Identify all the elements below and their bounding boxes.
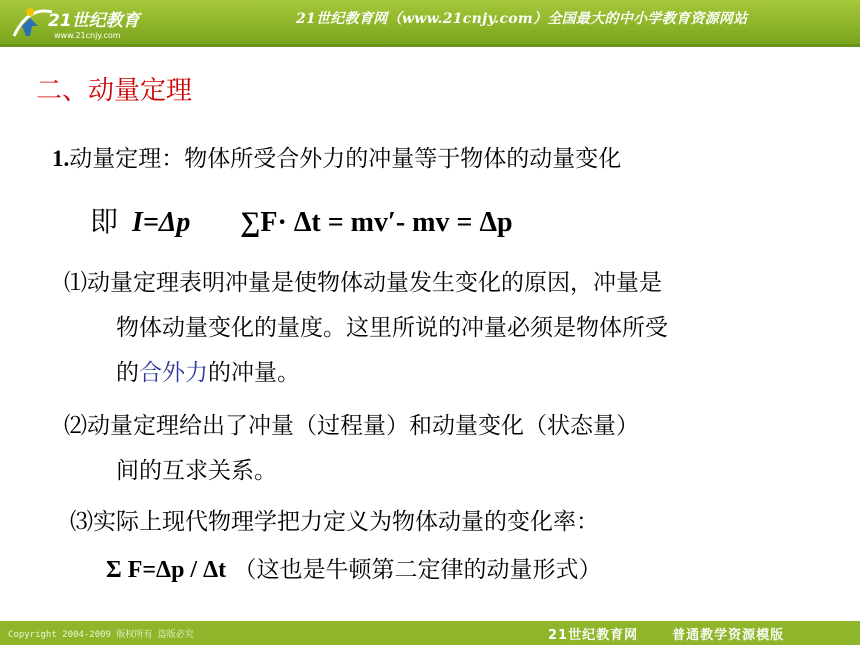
item-3-note: （这也是牛顿第二定律的动量形式）: [233, 557, 602, 583]
item-1-line-2: 物体动量变化的量度。这里所说的冲量必须是物体所受: [116, 315, 668, 341]
logo-text: 21世纪教育: [48, 11, 140, 31]
item-1-line-3-pre: 的: [116, 360, 139, 386]
formula-short: I=Δp: [132, 207, 191, 238]
item-1-line-3-post: 的冲量。: [208, 360, 300, 386]
item-2-line-2: 间的互求关系。: [116, 458, 277, 484]
item-1-line-3: [116, 354, 300, 387]
footer-slogan: 普通教学资源模版: [672, 628, 785, 643]
footer-site: 21世纪教育网: [548, 628, 639, 643]
slide-title: 二、动量定理: [36, 76, 193, 106]
point-1-text: 动量定理：物体所受合外力的冲量等于物体的动量变化: [69, 146, 622, 172]
item-3-formula: Σ F=Δp / Δt: [106, 557, 227, 583]
point-1: [52, 140, 621, 173]
momentum-formula: [90, 200, 513, 240]
header-divider: [0, 44, 860, 47]
item-2-line-1: ⑵动量定理给出了冲量（过程量）和动量变化（状态量）: [64, 413, 639, 439]
site-logo: [8, 2, 188, 42]
item-3-line-1: ⑶实际上现代物理学把力定义为物体动量的变化率：: [70, 509, 599, 535]
item-3-formula-line: [106, 551, 601, 584]
formula-long: ∑F· Δt = mv′- mv = Δp: [240, 207, 513, 238]
item-1-line-1: ⑴动量定理表明冲量是使物体动量发生变化的原因，冲量是: [64, 270, 662, 296]
highlight-net-force: 合外力: [139, 360, 208, 386]
footer-right: [548, 624, 784, 643]
formula-prefix: 即: [90, 205, 119, 238]
header-banner: 21世纪教育网（www.21cnjy.com）全国最大的中小学教育资源网站: [296, 11, 748, 27]
point-1-number: 1.: [52, 146, 70, 171]
footer-copyright: Copyright 2004-2009 版权所有 盗版必究: [8, 630, 194, 640]
logo-url: www.21cnjy.com: [54, 31, 121, 40]
